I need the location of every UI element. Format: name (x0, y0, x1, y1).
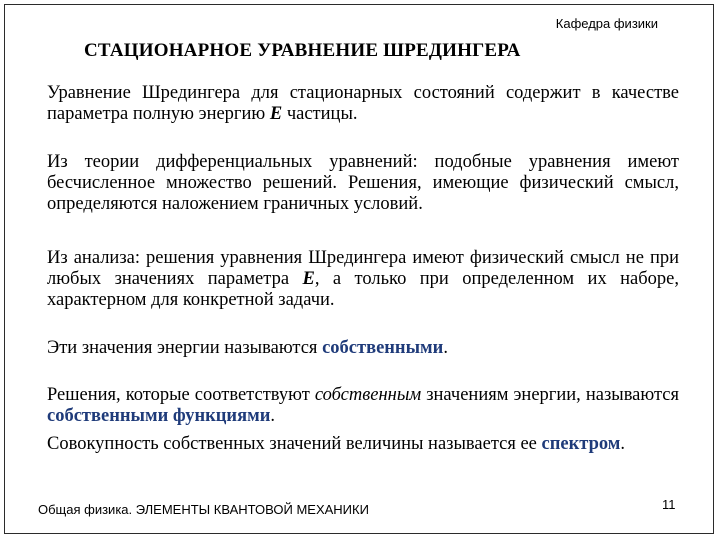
footer-course-title: Общая физика. ЭЛЕМЕНТЫ КВАНТОВОЙ МЕХАНИКИ (38, 502, 369, 517)
paragraph-differential-equations (47, 152, 679, 215)
term-spectrum: спектром (541, 434, 621, 454)
p3-tail: , а только при определенном их наборе, характерном для конкретной задачи. (47, 269, 679, 310)
department-label: Кафедра физики (555, 16, 658, 31)
p4-text: Эти значения энергии называются (47, 338, 323, 358)
paragraph-energy-parameter (47, 83, 679, 125)
term-eigenfunctions: собственными функциями (47, 406, 271, 426)
italic-eigen: собственным (314, 385, 422, 405)
p5-middle: значениям энергии, называются (421, 385, 679, 405)
slide-title: СТАЦИОНАРНОЕ УРАВНЕНИЕ ШРЕДИНГЕРА (84, 40, 521, 61)
energy-symbol: E (302, 269, 315, 289)
energy-symbol: E (269, 104, 283, 124)
paragraph-eigenfunctions (47, 385, 679, 427)
p1-text: Уравнение Шредингера для стационарных состояний содержит в качестве параметра полную энергию (47, 83, 679, 124)
p1-tail: частицы. (282, 104, 358, 124)
p5-tail: . (270, 406, 275, 426)
paragraph-analysis (47, 248, 679, 311)
paragraph-eigenvalues (47, 338, 679, 359)
page-number: 11 (662, 497, 676, 512)
term-eigen: собственными (322, 338, 444, 358)
p4-tail: . (443, 338, 448, 358)
p6-tail: . (620, 434, 625, 454)
paragraph-spectrum (47, 434, 679, 455)
p3-text: Из анализа: решения уравнения Шредингера имеют физический смысл не при любых значениях параметра (47, 248, 679, 289)
p2-text: Из теории дифференциальных уравнений: подобные уравнения имеют бесчисленное множество решений. Решения, имеющие физический смысл, определяются наложением граничных условий. (47, 152, 679, 214)
p5-text: Решения, которые соответствуют (47, 385, 315, 405)
p6-text: Совокупность собственных значений величины называется ее (47, 434, 542, 454)
